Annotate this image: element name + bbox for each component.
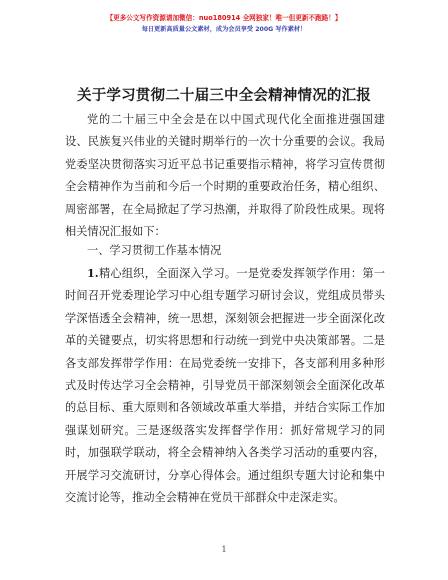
promo-banner-line-1: 【更多公文写作资源请加微信：nuo180914 全网独家！唯一但更新不跑路！】 [106,14,342,22]
section-1-heading: 一、学习贯彻工作基本情况 [87,244,222,257]
document-title: 关于学习贯彻二十届三中全会精神情况的汇报 [77,88,371,104]
item-1-text: 精心组织，全面深入学习。一是党委发挥领学作用：第一时间召开党委理论学习中心组专题学习研讨会议，党组成员带头学深悟透全会精神，统一思想，深刻领会把握进一步全面深化改革的关键要点，切实将思想和行动统一到党中央决策部署。二是各支部发挥带学作用：在局党委统一安排下，各支部利用多种形式及时传达学习全会精神，引导党员干部深刻领会全面深化改革的总目标、重大原则和各领域改革重大举措，并结合实际工作加强谋划研究。三是逐级落实发挥督学作用：抓好常规学习的同时，加强联学联动，将全会精神纳入各类学习活动的重要内容，开展学习交流研讨，分享心得体会。通过组织专题大讨论和集中交流讨论等，推动全会精神在党员干部群众中走深走实。 [65,267,385,505]
intro-paragraph: 党的二十届三中全会是在以中国式现代化全面推进强国建设、民族复兴伟业的关键时期举行的一次十分重要的会议。我局党委坚决贯彻落实习近平总书记重要指示精神，将学习宣传贯彻全会精神作为当前和今后一个时期的重要政治任务，精心组织、周密部署，在全局掀起了学习热潮，并取得了阶段性成果。现将相关情况汇报如下： [65,113,385,239]
page-number: 1 [221,545,227,554]
promo-banner-line-2: 每日更新高质量公文素材，成为会员享受 200G 写作素材！ [141,26,307,33]
item-1-number: 1. [87,266,99,280]
item-1-paragraph [65,262,385,509]
